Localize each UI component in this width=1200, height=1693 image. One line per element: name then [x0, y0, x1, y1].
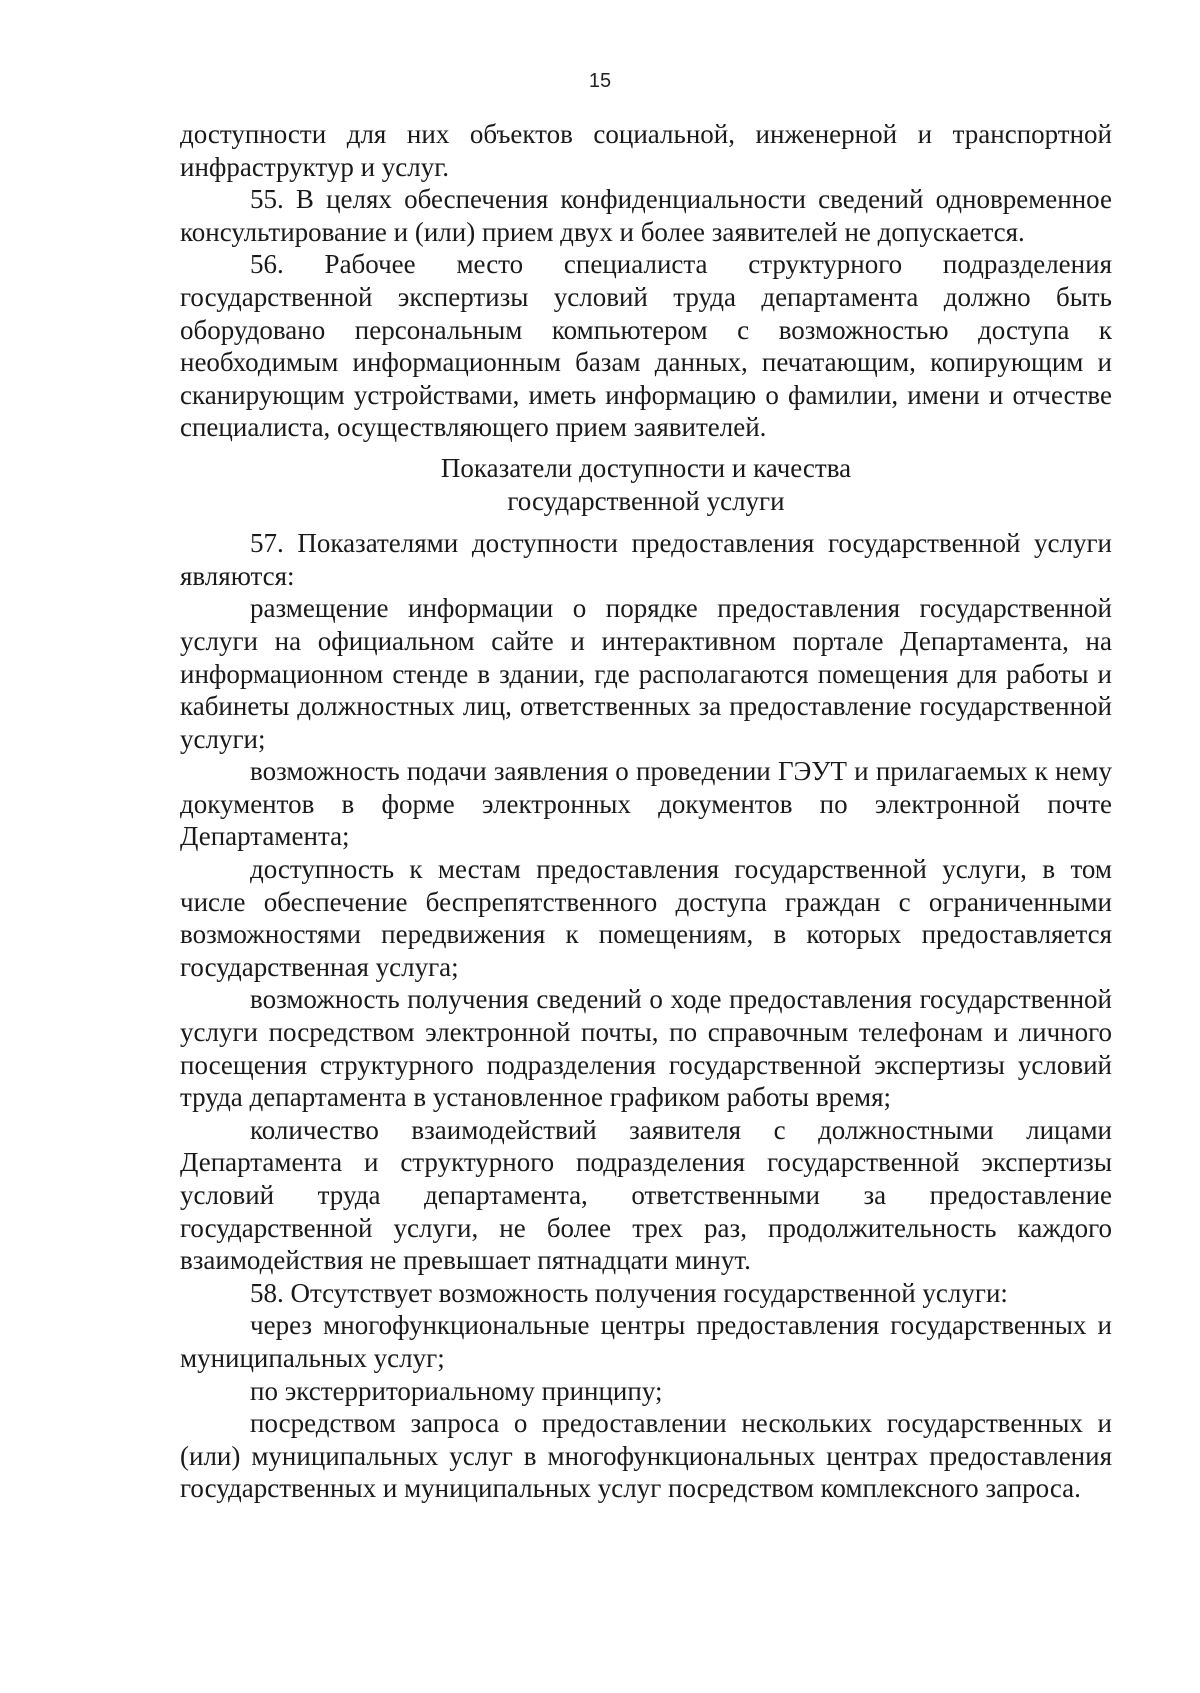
document-body — [180, 118, 1112, 1505]
paragraph-58-item-complex-request: посредством запроса о предоставлении нескольких государственных и (или) муниципальных услуг в многофункциональных центрах предоставления государственных и муниципальных услуг посредством комплексного запроса. — [180, 1408, 1112, 1504]
paragraph-57-item-progress-info: возможность получения сведений о ходе предоставления государственной услуги посредством электронной почты, по справочным телефонам и личного посещения структурного подразделения государственной экспертизы условий труда департамента в установленное графиком работы время; — [180, 984, 1112, 1113]
paragraph-57-item-electronic-submission: возможность подачи заявления о проведении ГЭУТ и прилагаемых к нему документов в форме электронных документов по электронной почте Департамента; — [180, 756, 1112, 852]
paragraph-56: 56. Рабочее место специалиста структурного подразделения государственной экспертизы условий труда департамента должно быть оборудовано персональным компьютером с возможностью доступа к необходимым информационным базам данных, печатающим, копирующим и сканирующим устройствами, иметь информацию о фамилии, имени и отчестве специалиста, осуществляющего прием заявителей. — [180, 249, 1112, 443]
paragraph-58: 58. Отсутствует возможность получения государственной услуги: — [250, 1277, 1008, 1308]
paragraph-58-item-extraterritorial: по экстерриториальному принципу; — [250, 1375, 663, 1406]
section-heading — [180, 452, 1112, 517]
paragraph-57-item-interactions: количество взаимодействий заявителя с должностными лицами Департамента и структурного подразделения государственной экспертизы условий труда департамента, ответственными за предоставление государственной услуги, не более трех раз, продолжительность каждого взаимодействия не превышает пятнадцати минут. — [180, 1114, 1112, 1276]
section-heading-line-2: государственной услуги — [507, 485, 785, 516]
paragraph-57-item-info-placement: размещение информации о порядке предоставления государственной услуги на официальном сайте и интерактивном портале Департамента, на информационном стенде в здании, где располагаются помещения для работы и кабинеты должностных лиц, ответственных за предоставление государственной услуги; — [180, 593, 1112, 754]
section-heading-line-1: Показатели доступности и качества — [440, 452, 852, 483]
paragraph-57: 57. Показателями доступности предоставления государственной услуги являются: — [180, 528, 1112, 591]
paragraph-continuation: доступности для них объектов социальной, инженерной и транспортной инфраструктур и услуг. — [180, 119, 1112, 182]
paragraph-58-item-mfc: через многофункциональные центры предоставления государственных и муниципальных услуг; — [180, 1310, 1112, 1373]
paragraph-55: 55. В целях обеспечения конфиденциальности сведений одновременное консультирование и (или) прием двух и более заявителей не допускается. — [180, 184, 1112, 247]
paragraph-57-item-accessibility: доступность к местам предоставления государственной услуги, в том числе обеспечение беспрепятственного доступа граждан с ограниченными возможностями передвижения к помещениям, в которых предоставляется государственная услуга; — [180, 854, 1112, 982]
page-number: 15 — [588, 70, 612, 92]
